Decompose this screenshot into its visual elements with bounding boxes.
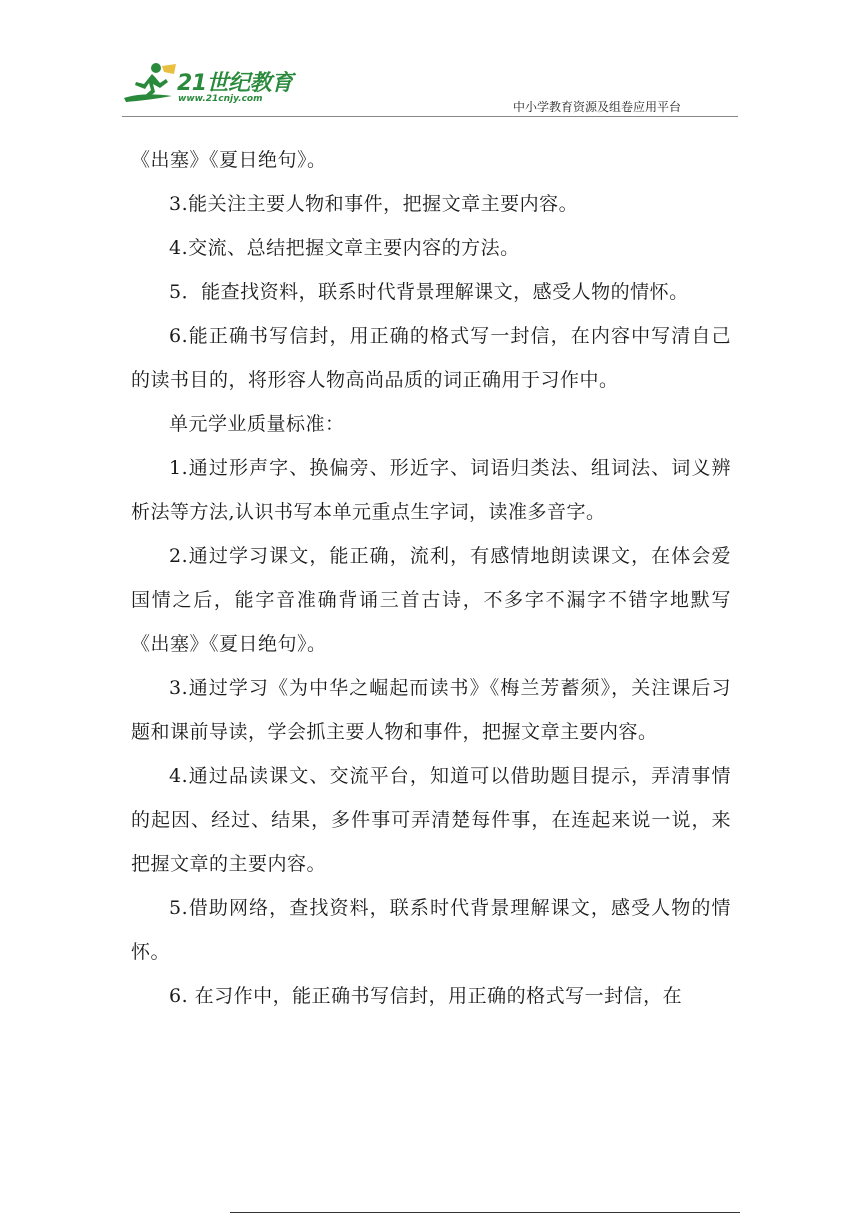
document-body bbox=[131, 138, 731, 1018]
section-heading: 单元学业质量标准： bbox=[169, 413, 345, 435]
paragraph: 2.通过学习课文，能正确，流利，有感情地朗读课文，在体会爱国情之后，能字音准确背诵三首古诗，不多字不漏字不错字地默写《出塞》《夏日绝句》。 bbox=[131, 545, 731, 655]
paragraph: 6. 在习作中，能正确书写信封，用正确的格式写一封信，在 bbox=[169, 985, 683, 1007]
logo-url: www.21cnjy.com bbox=[178, 94, 263, 104]
paragraph: 4.通过品读课文、交流平台，知道可以借助题目提示，弄清事情的起因、经过、结果，多件事可弄清楚每件事，在连起来说一说，来把握文章的主要内容。 bbox=[131, 765, 731, 875]
paragraph: 6.能正确书写信封，用正确的格式写一封信，在内容中写清自己的读书目的，将形容人物高尚品质的词正确用于习作中。 bbox=[131, 325, 731, 391]
header-divider bbox=[122, 116, 738, 117]
paragraph: 5.借助网络，查找资料，联系时代背景理解课文，感受人物的情怀。 bbox=[131, 897, 731, 963]
footer-divider bbox=[230, 1212, 740, 1213]
logo-wordmark: 21世纪教育 bbox=[177, 71, 293, 96]
paragraph: 5．能查找资料，联系时代背景理解课文，感受人物的情怀。 bbox=[169, 281, 689, 303]
paragraph: 3.通过学习《为中华之崛起而读书》《梅兰芳蓄须》，关注课后习题和课前导读，学会抓主要人物和事件，把握文章主要内容。 bbox=[131, 677, 731, 743]
paragraph: 3.能关注主要人物和事件，把握文章主要内容。 bbox=[169, 193, 579, 215]
site-title: 中小学教育资源及组卷应用平台 bbox=[513, 100, 682, 114]
page-header bbox=[0, 0, 860, 120]
paragraph: 4.交流、总结把握文章主要内容的方法。 bbox=[169, 237, 520, 259]
site-logo[interactable] bbox=[122, 62, 292, 108]
paragraph: 1.通过形声字、换偏旁、形近字、词语归类法、组词法、词义辨析法等方法,认识书写本单元重点生字词，读准多音字。 bbox=[131, 457, 731, 523]
paragraph: 《出塞》《夏日绝句》。 bbox=[131, 149, 327, 171]
runner-logo-icon bbox=[122, 62, 178, 108]
